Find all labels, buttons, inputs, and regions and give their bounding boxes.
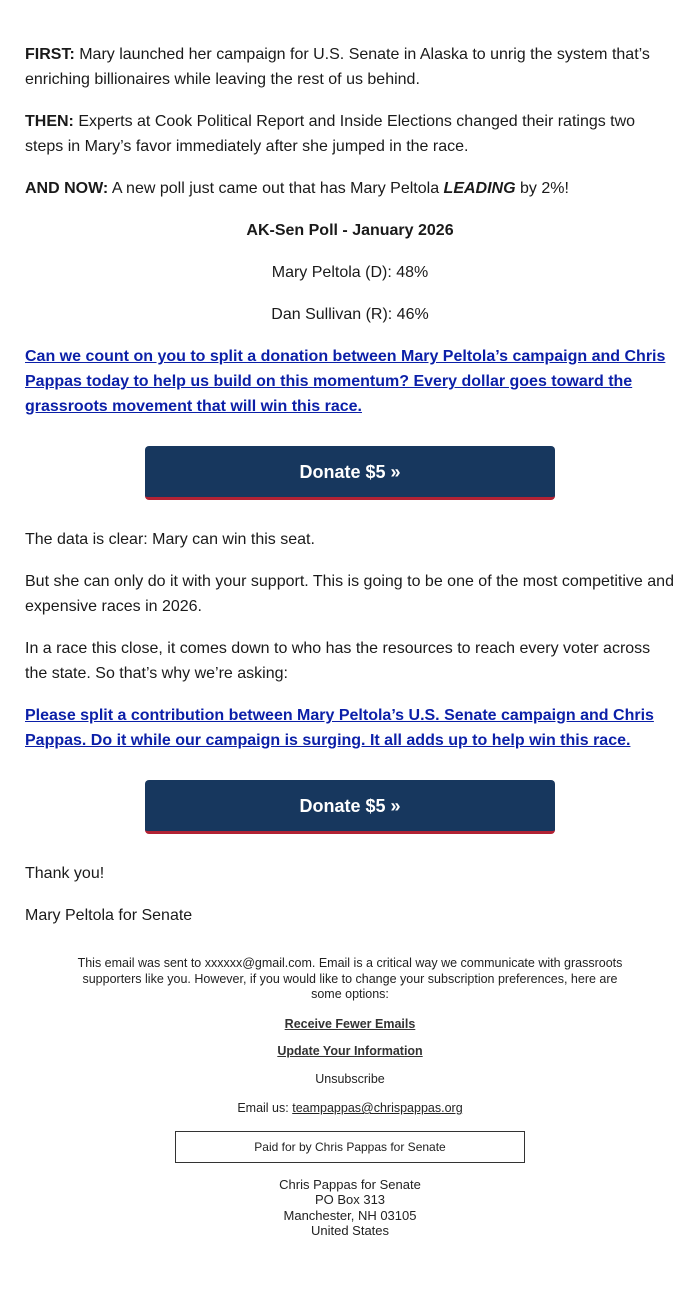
now-text-before: A new poll just came out that has Mary Peltola [108,180,444,197]
email-us-line [0,1101,700,1117]
paragraph-then [25,109,675,159]
receive-fewer-emails-link[interactable]: Receive Fewer Emails [284,1016,416,1031]
email-body [25,0,675,1239]
email-address-link[interactable]: teampappas@chrispappas.org [292,1101,463,1115]
thank-you: Thank you! [25,865,105,882]
poll-title: AK-Sen Poll - January 2026 [246,222,454,239]
poll-line-peltola: Mary Peltola (D): 48% [271,264,429,281]
then-text: Experts at Cook Political Report and Inside Elections changed their ratings two steps in Mary’s favor immediately after she jumped in the race. [25,113,636,155]
then-label: THEN: [25,113,74,130]
donate-button-row-1 [25,446,675,500]
paragraph-data-clear: The data is clear: Mary can win this seat. [25,531,315,548]
poll-line-sullivan: Dan Sullivan (R): 46% [271,306,429,323]
paragraph-support: But she can only do it with your support. This is going to be one of the most competitive and expensive races in 2026. [25,573,674,615]
unsubscribe-link[interactable]: Unsubscribe [315,1071,385,1086]
email-us-label: Email us: [237,1101,293,1115]
donation-cta-link-2[interactable]: Please split a contribution between Mary Peltola’s U.S. Senate campaign and Chris Pappas. Do it while our campaign is surging. It all adds up to help win this race. [25,707,654,749]
donation-cta-link-1[interactable]: Can we count on you to split a donation between Mary Peltola’s campaign and Chris Pappas today to help us build on this momentum? Every dollar goes toward the grassroots movement that will win this race. [25,348,666,415]
first-text: Mary launched her campaign for U.S. Senate in Alaska to unrig the system that’s enriching billionaires while leaving the rest of us behind. [25,46,650,88]
donate-button-1[interactable]: Donate $5 » [145,446,555,500]
first-label: FIRST: [25,46,75,63]
now-label: AND NOW: [25,180,109,197]
paid-for-box: Paid for by Chris Pappas for Senate [175,1131,525,1163]
now-emphasis: LEADING [443,180,516,197]
now-text-after: by 2%! [515,180,569,197]
address-line-4: United States [310,1223,390,1238]
address-line-3: Manchester, NH 03105 [283,1207,417,1223]
signature: Mary Peltola for Senate [25,907,193,924]
update-information-link[interactable]: Update Your Information [277,1044,423,1058]
address-line-1: Chris Pappas for Senate [279,1176,421,1192]
address-line-2: PO Box 313 [314,1192,386,1207]
paragraph-first [25,42,675,92]
donate-button-2[interactable]: Donate $5 » [145,780,555,834]
paragraph-resources: In a race this close, it comes down to who has the resources to reach every voter across the state. So that’s why we’re asking: [25,640,651,682]
mailing-address [0,1177,700,1239]
paragraph-now [25,176,675,201]
footer [0,956,700,1239]
donate-button-row-2 [25,780,675,834]
footer-note: This email was sent to xxxxxx@gmail.com. Email is a critical way we communicate with grassroots supporters like you. However, if you would like to change your subscription preferences, here are some options: [77,956,623,1001]
